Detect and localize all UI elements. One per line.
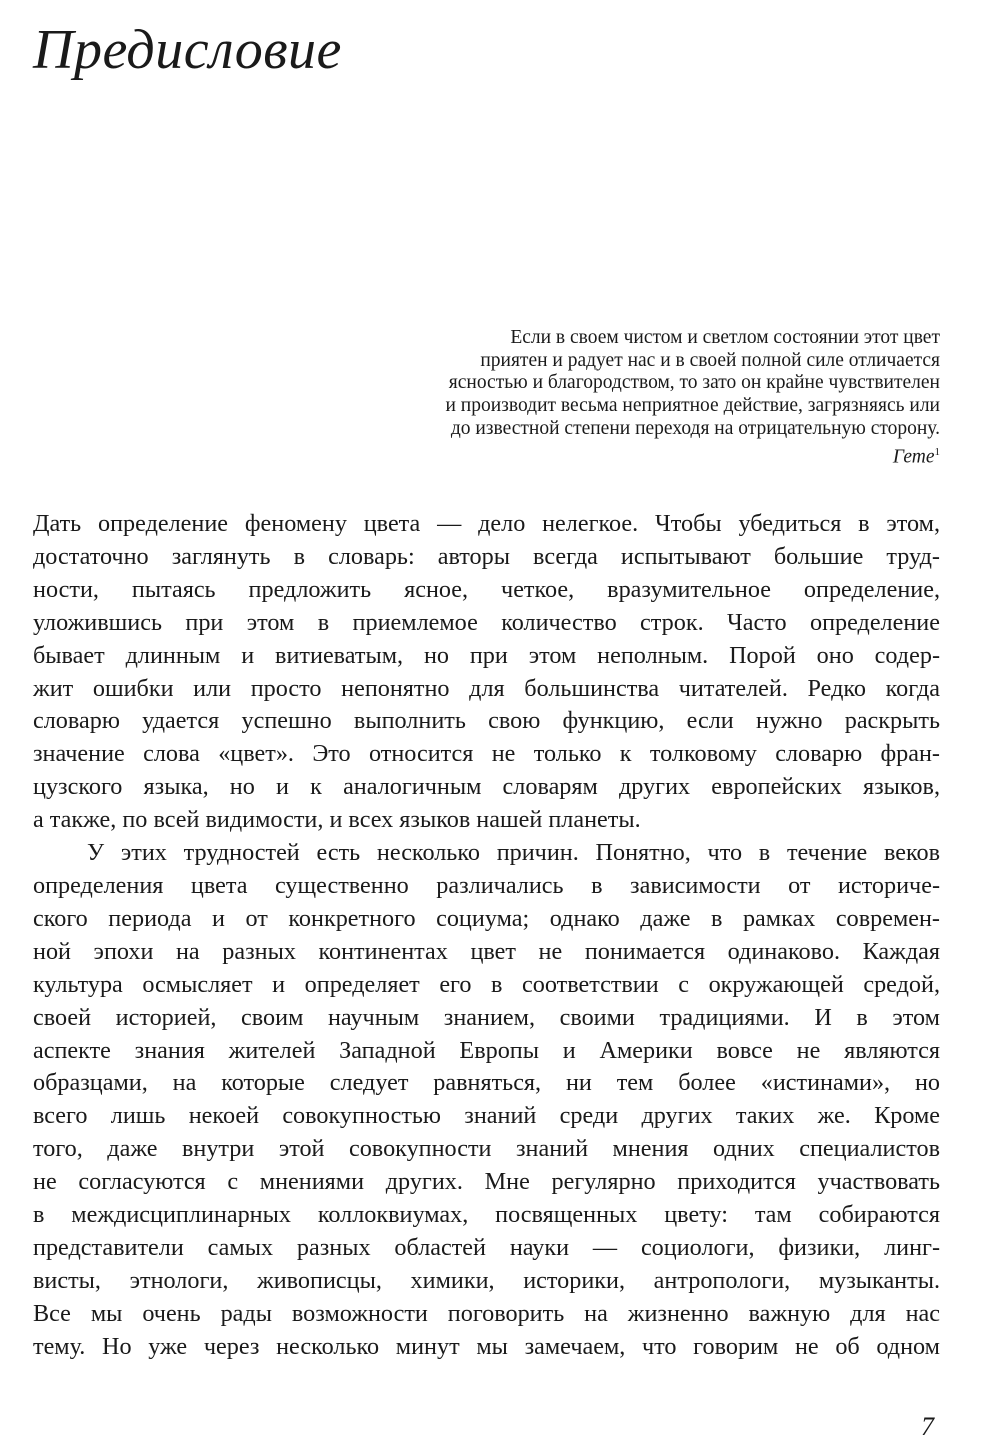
text-line: определения цвета существенно различались в зависимости от историче- [33,871,940,899]
epigraph-line: приятен и радует нас и в своей полной силе отличается [480,349,940,371]
text-line: достаточно заглянуть в словарь: авторы всегда испытывают большие труд- [33,542,940,570]
text-line: ности, пытаясь предложить ясное, четкое, вразумительное определение, [33,575,940,603]
paragraph [33,837,940,1364]
text-line: бывает длинным и витиеватым, но при этом неполным. Порой оно содер- [33,641,940,669]
author-name: Гете [892,446,935,468]
body-text [33,508,940,1364]
footnote-mark[interactable]: 1 [934,445,940,458]
paragraph [33,508,940,837]
epigraph-author [320,441,940,469]
epigraph [320,327,940,469]
page-title: Предисловие [33,19,342,81]
text-line: в междисциплинарных коллоквиумах, посвященных цвету: там собираются [33,1201,940,1229]
text-line: представители самых разных областей науки — социологи, физики, линг- [33,1233,940,1261]
epigraph-line: ясностью и благородством, то зато он крайне чувствителен [448,372,940,394]
text-line: жит ошибки или просто непонятно для большинства читателей. Редко когда [33,674,940,702]
text-line: уложившись при этом в приемлемое количество строк. Часто определение [33,608,940,636]
epigraph-line: до известной степени переходя на отрицательную сторону. [450,417,940,439]
text-line: тему. Но уже через несколько минут мы замечаем, что говорим не об одном [33,1332,940,1360]
text-line: всего лишь некоей совокупностью знаний среди других таких же. Кроме [33,1102,940,1130]
text-line: культура осмысляет и определяет его в соответствии с окружающей средой, [33,970,940,998]
text-line: цузского языка, но и к аналогичным словарям других европейских языков, [33,773,940,801]
text-line: Все мы очень рады возможности поговорить на жизненно важную для нас [33,1299,940,1327]
page-number: 7 [921,1412,934,1441]
text-line: Дать определение феномену цвета — дело нелегкое. Чтобы убедиться в этом, [33,510,940,537]
text-line: значение слова «цвет». Это относится не только к толковому словарю фран- [33,740,940,768]
text-line: ной эпохи на разных континентах цвет не понимается одинаково. Каждая [33,937,940,965]
text-line: аспекте знания жителей Западной Европы и Америки вовсе не являются [33,1036,940,1064]
text-line: а также, по всей видимости, и всех языков нашей планеты. [33,806,641,834]
epigraph-line: и производит весьма неприятное действие, загрязняясь или [445,395,940,417]
text-line: ского периода и от конкретного социума; однако даже в рамках современ- [33,904,940,932]
text-line: словарю удается успешно выполнить свою функцию, если нужно раскрыть [33,707,940,735]
text-line: не согласуются с мнениями других. Мне регулярно приходится участвовать [33,1168,940,1196]
text-line: образцами, на которые следует равняться, ни тем более «истинами», но [33,1069,940,1097]
epigraph-line: Если в своем чистом и светлом состоянии этот цвет [510,327,940,348]
text-line: того, даже внутри этой совокупности знаний мнения одних специалистов [33,1135,940,1163]
text-line: У этих трудностей есть несколько причин. Понятно, что в течение веков [87,839,940,867]
text-line: висты, этнологи, живописцы, химики, историки, антропологи, музыканты. [33,1266,940,1294]
text-line: своей историей, своим научным знанием, своими традициями. И в этом [33,1003,940,1031]
